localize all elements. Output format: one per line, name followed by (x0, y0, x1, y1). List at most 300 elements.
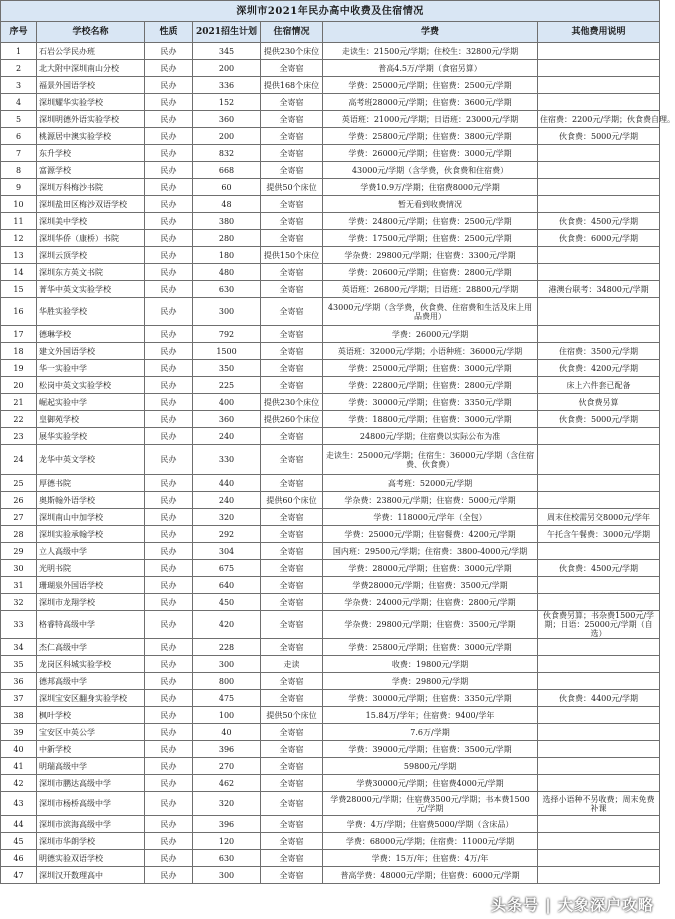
cell-accommodation: 全寄宿 (261, 867, 323, 884)
cell-index: 35 (1, 656, 37, 673)
cell-enrollment: 200 (193, 128, 261, 145)
cell-school-name: 深圳市华朗学校 (37, 833, 145, 850)
cell-nature: 民办 (145, 850, 193, 867)
cell-tuition: 学费：25000元/学期；住宿费：2500元/学期 (323, 77, 538, 94)
cell-enrollment: 304 (193, 543, 261, 560)
header-accommodation: 住宿情况 (261, 22, 323, 43)
cell-nature: 民办 (145, 428, 193, 445)
cell-enrollment: 240 (193, 428, 261, 445)
cell-school-name: 龙华中英文学校 (37, 445, 145, 475)
table-row (1, 394, 660, 411)
cell-nature: 民办 (145, 247, 193, 264)
header-school-name: 学校名称 (37, 22, 145, 43)
cell-tuition: 暂无看到收费情况 (323, 196, 538, 213)
cell-index: 9 (1, 179, 37, 196)
cell-accommodation: 提供168个床位 (261, 77, 323, 94)
table-row (1, 741, 660, 758)
cell-nature: 民办 (145, 281, 193, 298)
cell-index: 39 (1, 724, 37, 741)
cell-enrollment: 292 (193, 526, 261, 543)
cell-index: 38 (1, 707, 37, 724)
cell-enrollment: 480 (193, 264, 261, 281)
cell-nature: 民办 (145, 673, 193, 690)
cell-school-name: 深圳宝安区翻身实验学校 (37, 690, 145, 707)
table-row (1, 816, 660, 833)
cell-accommodation: 提供50个床位 (261, 707, 323, 724)
table-row (1, 673, 660, 690)
cell-nature: 民办 (145, 833, 193, 850)
cell-enrollment: 300 (193, 656, 261, 673)
cell-other-fees: 伙食费：5000元/学期 (538, 128, 660, 145)
cell-nature: 民办 (145, 411, 193, 428)
cell-nature: 民办 (145, 343, 193, 360)
cell-tuition: 15.84万/学年；住宿费：9400/学年 (323, 707, 538, 724)
cell-nature: 民办 (145, 145, 193, 162)
table-row (1, 833, 660, 850)
cell-other-fees: 住宿费：2200元/学期；伙食费自理。 (538, 111, 660, 128)
cell-index: 37 (1, 690, 37, 707)
cell-nature: 民办 (145, 77, 193, 94)
cell-tuition: 学费28000元/学期；住宿费3500元/学期；书本费1500元/学期 (323, 792, 538, 816)
cell-school-name: 格睿特高级中学 (37, 611, 145, 639)
cell-index: 13 (1, 247, 37, 264)
cell-tuition: 走读生：25000元/学期；住宿生：36000元/学期（含住宿费、伙食费） (323, 445, 538, 475)
cell-tuition: 学杂费：24000元/学期；住宿费：2800元/学期 (323, 594, 538, 611)
cell-other-fees (538, 145, 660, 162)
cell-accommodation: 提供50个床位 (261, 179, 323, 196)
cell-index: 27 (1, 509, 37, 526)
cell-tuition: 英语班：21000元/学期；日语班：23000元/学期 (323, 111, 538, 128)
cell-tuition: 学费：28000元/学期；住宿费：3000元/学期 (323, 560, 538, 577)
table-row (1, 543, 660, 560)
table-row (1, 445, 660, 475)
cell-school-name: 明瑞高级中学 (37, 758, 145, 775)
cell-index: 16 (1, 298, 37, 326)
cell-school-name: 深圳南山中加学校 (37, 509, 145, 526)
cell-school-name: 建文外国语学校 (37, 343, 145, 360)
cell-accommodation: 全寄宿 (261, 60, 323, 77)
cell-tuition: 学费：68000元/学期；住宿费：11000元/学期 (323, 833, 538, 850)
cell-tuition: 学费：25800元/学期；住宿费：3000元/学期 (323, 639, 538, 656)
cell-nature: 民办 (145, 816, 193, 833)
table-row (1, 758, 660, 775)
cell-tuition: 学费：30000元/学期；住宿费：3350元/学期 (323, 690, 538, 707)
cell-school-name: 华胜实验学校 (37, 298, 145, 326)
cell-accommodation: 全寄宿 (261, 196, 323, 213)
header-tuition: 学费 (323, 22, 538, 43)
cell-school-name: 深圳市杨桥高级中学 (37, 792, 145, 816)
cell-nature: 民办 (145, 230, 193, 247)
cell-tuition: 学杂费：29800元/学期；住宿费：3500元/学期 (323, 611, 538, 639)
cell-enrollment: 120 (193, 833, 261, 850)
cell-other-fees: 伙食费：5000元/学期 (538, 411, 660, 428)
cell-nature: 民办 (145, 758, 193, 775)
cell-tuition: 学费：26000元/学期 (323, 326, 538, 343)
cell-index: 10 (1, 196, 37, 213)
cell-other-fees: 伙食费：6000元/学期 (538, 230, 660, 247)
table-row (1, 560, 660, 577)
cell-nature: 民办 (145, 741, 193, 758)
cell-accommodation: 全寄宿 (261, 639, 323, 656)
cell-index: 24 (1, 445, 37, 475)
cell-school-name: 立人高级中学 (37, 543, 145, 560)
table-row (1, 492, 660, 509)
cell-enrollment: 630 (193, 850, 261, 867)
cell-school-name: 崛起实验中学 (37, 394, 145, 411)
table-row (1, 850, 660, 867)
cell-accommodation: 全寄宿 (261, 741, 323, 758)
cell-nature: 民办 (145, 394, 193, 411)
cell-enrollment: 100 (193, 707, 261, 724)
cell-school-name: 深圳市龙翔学校 (37, 594, 145, 611)
cell-school-name: 深圳耀华实验学校 (37, 94, 145, 111)
cell-accommodation: 全寄宿 (261, 560, 323, 577)
cell-accommodation: 全寄宿 (261, 792, 323, 816)
cell-accommodation: 全寄宿 (261, 611, 323, 639)
cell-school-name: 北大附中深圳南山分校 (37, 60, 145, 77)
cell-index: 33 (1, 611, 37, 639)
cell-enrollment: 48 (193, 196, 261, 213)
cell-accommodation: 全寄宿 (261, 594, 323, 611)
cell-tuition: 学费：26000元/学期；住宿费：3000元/学期 (323, 145, 538, 162)
cell-enrollment: 396 (193, 816, 261, 833)
table-row (1, 428, 660, 445)
cell-accommodation: 全寄宿 (261, 833, 323, 850)
cell-nature: 民办 (145, 94, 193, 111)
table-row (1, 128, 660, 145)
cell-nature: 民办 (145, 707, 193, 724)
cell-other-fees (538, 543, 660, 560)
cell-tuition: 学费：25800元/学期；住宿费：3800元/学期 (323, 128, 538, 145)
table-row (1, 656, 660, 673)
cell-other-fees (538, 816, 660, 833)
cell-enrollment: 440 (193, 475, 261, 492)
cell-enrollment: 225 (193, 377, 261, 394)
cell-index: 42 (1, 775, 37, 792)
cell-index: 47 (1, 867, 37, 884)
cell-accommodation: 全寄宿 (261, 526, 323, 543)
cell-nature: 民办 (145, 377, 193, 394)
header-other-fees: 其他费用说明 (538, 22, 660, 43)
cell-index: 1 (1, 43, 37, 60)
cell-index: 12 (1, 230, 37, 247)
cell-school-name: 珊瑚泉外国语学校 (37, 577, 145, 594)
cell-other-fees (538, 94, 660, 111)
cell-other-fees: 港澳台联考：34800元/学期 (538, 281, 660, 298)
cell-tuition: 学费：4万/学期；住宿费5000/学期（含床品） (323, 816, 538, 833)
cell-other-fees (538, 445, 660, 475)
cell-index: 6 (1, 128, 37, 145)
cell-index: 31 (1, 577, 37, 594)
cell-enrollment: 330 (193, 445, 261, 475)
cell-index: 32 (1, 594, 37, 611)
cell-nature: 民办 (145, 162, 193, 179)
cell-other-fees (538, 196, 660, 213)
cell-school-name: 枫叶学校 (37, 707, 145, 724)
cell-school-name: 石岩公学民办班 (37, 43, 145, 60)
cell-accommodation: 全寄宿 (261, 690, 323, 707)
table-row (1, 360, 660, 377)
cell-other-fees (538, 492, 660, 509)
cell-index: 15 (1, 281, 37, 298)
cell-school-name: 福景外国语学校 (37, 77, 145, 94)
cell-other-fees (538, 577, 660, 594)
table-row (1, 526, 660, 543)
cell-index: 45 (1, 833, 37, 850)
cell-enrollment: 360 (193, 411, 261, 428)
cell-other-fees (538, 475, 660, 492)
cell-school-name: 明德实验双语学校 (37, 850, 145, 867)
cell-accommodation: 提供60个床位 (261, 492, 323, 509)
cell-index: 11 (1, 213, 37, 230)
table-row (1, 213, 660, 230)
cell-other-fees (538, 758, 660, 775)
cell-index: 18 (1, 343, 37, 360)
cell-index: 21 (1, 394, 37, 411)
cell-accommodation: 全寄宿 (261, 94, 323, 111)
header-nature: 性质 (145, 22, 193, 43)
cell-accommodation: 提供230个床位 (261, 394, 323, 411)
cell-index: 14 (1, 264, 37, 281)
cell-enrollment: 320 (193, 509, 261, 526)
cell-nature: 民办 (145, 509, 193, 526)
cell-index: 25 (1, 475, 37, 492)
table-row (1, 775, 660, 792)
cell-accommodation: 全寄宿 (261, 428, 323, 445)
cell-school-name: 深圳汉开数理高中 (37, 867, 145, 884)
cell-school-name: 杰仁高级中学 (37, 639, 145, 656)
table-row (1, 43, 660, 60)
cell-accommodation: 走读 (261, 656, 323, 673)
cell-enrollment: 462 (193, 775, 261, 792)
cell-index: 44 (1, 816, 37, 833)
cell-nature: 民办 (145, 179, 193, 196)
table-row (1, 690, 660, 707)
cell-other-fees: 伙食费：4500元/学期 (538, 213, 660, 230)
cell-tuition: 走读生：21500元/学期；住校生：32800元/学期 (323, 43, 538, 60)
table-row (1, 343, 660, 360)
cell-enrollment: 280 (193, 230, 261, 247)
cell-other-fees: 伙食费另算 (538, 394, 660, 411)
cell-other-fees (538, 867, 660, 884)
cell-nature: 民办 (145, 560, 193, 577)
cell-school-name: 东升学校 (37, 145, 145, 162)
header-row (1, 22, 660, 43)
cell-other-fees (538, 179, 660, 196)
cell-nature: 民办 (145, 724, 193, 741)
cell-school-name: 厚德书院 (37, 475, 145, 492)
cell-nature: 民办 (145, 128, 193, 145)
cell-other-fees (538, 298, 660, 326)
header-enrollment-plan: 2021招生计划 (193, 22, 261, 43)
cell-tuition: 高考班28000元/学期；住宿费：3600元/学期 (323, 94, 538, 111)
table-title: 深圳市2021年民办高中收费及住宿情况 (1, 1, 660, 22)
cell-index: 17 (1, 326, 37, 343)
cell-index: 26 (1, 492, 37, 509)
cell-tuition: 学杂费：29800元/学期；住宿费：3300元/学期 (323, 247, 538, 264)
cell-nature: 民办 (145, 213, 193, 230)
cell-index: 41 (1, 758, 37, 775)
table-row (1, 162, 660, 179)
cell-tuition: 学费30000元/学期；住宿费4000元/学期 (323, 775, 538, 792)
cell-index: 2 (1, 60, 37, 77)
table-row (1, 867, 660, 884)
cell-school-name: 深圳东方英文书院 (37, 264, 145, 281)
cell-enrollment: 300 (193, 298, 261, 326)
cell-enrollment: 420 (193, 611, 261, 639)
cell-accommodation: 全寄宿 (261, 850, 323, 867)
cell-enrollment: 345 (193, 43, 261, 60)
cell-accommodation: 全寄宿 (261, 673, 323, 690)
cell-nature: 民办 (145, 577, 193, 594)
cell-other-fees (538, 724, 660, 741)
cell-accommodation: 全寄宿 (261, 724, 323, 741)
cell-tuition: 收费：19800元/学期 (323, 656, 538, 673)
cell-school-name: 菁华中英文实验学校 (37, 281, 145, 298)
cell-index: 30 (1, 560, 37, 577)
cell-school-name: 德邦高级中学 (37, 673, 145, 690)
table-row (1, 230, 660, 247)
cell-enrollment: 668 (193, 162, 261, 179)
cell-enrollment: 350 (193, 360, 261, 377)
cell-accommodation: 全寄宿 (261, 775, 323, 792)
cell-tuition: 英语班：26800元/学期；日语班：28800元/学期 (323, 281, 538, 298)
cell-index: 46 (1, 850, 37, 867)
cell-accommodation: 全寄宿 (261, 577, 323, 594)
cell-nature: 民办 (145, 792, 193, 816)
cell-other-fees: 选择小语种不另收费；周末免费补课 (538, 792, 660, 816)
table-row (1, 281, 660, 298)
cell-other-fees: 床上六件套已配备 (538, 377, 660, 394)
table-row (1, 326, 660, 343)
cell-other-fees (538, 264, 660, 281)
table-row (1, 298, 660, 326)
cell-accommodation: 全寄宿 (261, 145, 323, 162)
cell-nature: 民办 (145, 111, 193, 128)
table-row (1, 377, 660, 394)
cell-accommodation: 全寄宿 (261, 475, 323, 492)
cell-enrollment: 200 (193, 60, 261, 77)
cell-index: 8 (1, 162, 37, 179)
cell-enrollment: 300 (193, 867, 261, 884)
table-body (1, 43, 675, 884)
table-row (1, 179, 660, 196)
table-row (1, 77, 660, 94)
cell-accommodation: 全寄宿 (261, 758, 323, 775)
cell-tuition: 高考班：52000元/学期 (323, 475, 538, 492)
cell-other-fees: 住宿费：3500元/学期 (538, 343, 660, 360)
cell-enrollment: 336 (193, 77, 261, 94)
cell-school-name: 深圳市滨海高级中学 (37, 816, 145, 833)
cell-nature: 民办 (145, 326, 193, 343)
table-row (1, 411, 660, 428)
cell-tuition: 国内班：29500元/学期；住宿费：3800-4000元/学期 (323, 543, 538, 560)
cell-accommodation: 全寄宿 (261, 230, 323, 247)
cell-enrollment: 832 (193, 145, 261, 162)
cell-tuition: 学费：17500元/学期；住宿费：2500元/学期 (323, 230, 538, 247)
table-row (1, 247, 660, 264)
cell-other-fees (538, 850, 660, 867)
cell-other-fees: 午托含午餐费：3000元/学期 (538, 526, 660, 543)
cell-other-fees (538, 43, 660, 60)
header-index: 序号 (1, 22, 37, 43)
table-row (1, 577, 660, 594)
cell-enrollment: 396 (193, 741, 261, 758)
table-row (1, 707, 660, 724)
cell-index: 3 (1, 77, 37, 94)
cell-nature: 民办 (145, 656, 193, 673)
cell-school-name: 桃源居中澳实验学校 (37, 128, 145, 145)
cell-nature: 民办 (145, 360, 193, 377)
cell-school-name: 华一实验中学 (37, 360, 145, 377)
cell-accommodation: 全寄宿 (261, 816, 323, 833)
cell-nature: 民办 (145, 690, 193, 707)
cell-tuition: 学费：25000元/学期；住宿费：3000元/学期 (323, 360, 538, 377)
cell-nature: 民办 (145, 492, 193, 509)
cell-nature: 民办 (145, 775, 193, 792)
cell-accommodation: 全寄宿 (261, 264, 323, 281)
cell-nature: 民办 (145, 867, 193, 884)
cell-enrollment: 180 (193, 247, 261, 264)
cell-enrollment: 630 (193, 281, 261, 298)
cell-other-fees (538, 707, 660, 724)
table-row (1, 475, 660, 492)
cell-index: 5 (1, 111, 37, 128)
cell-tuition: 学费10.9万/学期；住宿费8000元/学期 (323, 179, 538, 196)
table-row (1, 264, 660, 281)
table-row (1, 94, 660, 111)
cell-nature: 民办 (145, 445, 193, 475)
cell-tuition: 24800元/学期；住宿费以实际公布为准 (323, 428, 538, 445)
cell-tuition: 43000元/学期（含学费，伙食费、住宿费和生活及床上用品费用） (323, 298, 538, 326)
table-row (1, 196, 660, 213)
cell-other-fees (538, 594, 660, 611)
cell-enrollment: 475 (193, 690, 261, 707)
cell-other-fees (538, 428, 660, 445)
cell-school-name: 深圳盐田区梅沙双语学校 (37, 196, 145, 213)
cell-enrollment: 320 (193, 792, 261, 816)
cell-index: 36 (1, 673, 37, 690)
cell-enrollment: 800 (193, 673, 261, 690)
cell-tuition: 43000元/学期（含学费，伙食费和住宿费） (323, 162, 538, 179)
cell-nature: 民办 (145, 611, 193, 639)
cell-school-name: 深圳明德外语实验学校 (37, 111, 145, 128)
cell-nature: 民办 (145, 594, 193, 611)
cell-index: 4 (1, 94, 37, 111)
cell-school-name: 宝安区中英公学 (37, 724, 145, 741)
cell-index: 22 (1, 411, 37, 428)
cell-enrollment: 380 (193, 213, 261, 230)
cell-school-name: 中新学校 (37, 741, 145, 758)
cell-school-name: 奥斯翰外语学校 (37, 492, 145, 509)
cell-accommodation: 提供230个床位 (261, 43, 323, 60)
cell-tuition: 普高学费：48000元/学期；住宿费：6000元/学期 (323, 867, 538, 884)
cell-enrollment: 40 (193, 724, 261, 741)
cell-school-name: 深圳市鹏达高级中学 (37, 775, 145, 792)
cell-index: 19 (1, 360, 37, 377)
cell-tuition: 普高4.5万/学期（食宿另算） (323, 60, 538, 77)
cell-index: 34 (1, 639, 37, 656)
cell-nature: 民办 (145, 264, 193, 281)
cell-tuition: 学费：25000元/学期；住宿餐费：4200元/学期 (323, 526, 538, 543)
cell-accommodation: 全寄宿 (261, 128, 323, 145)
cell-accommodation: 全寄宿 (261, 213, 323, 230)
cell-tuition: 学费：30000元/学期；住宿费：3350元/学期 (323, 394, 538, 411)
cell-index: 43 (1, 792, 37, 816)
cell-enrollment: 450 (193, 594, 261, 611)
cell-accommodation: 全寄宿 (261, 281, 323, 298)
cell-other-fees: 伙食费：4400元/学期 (538, 690, 660, 707)
